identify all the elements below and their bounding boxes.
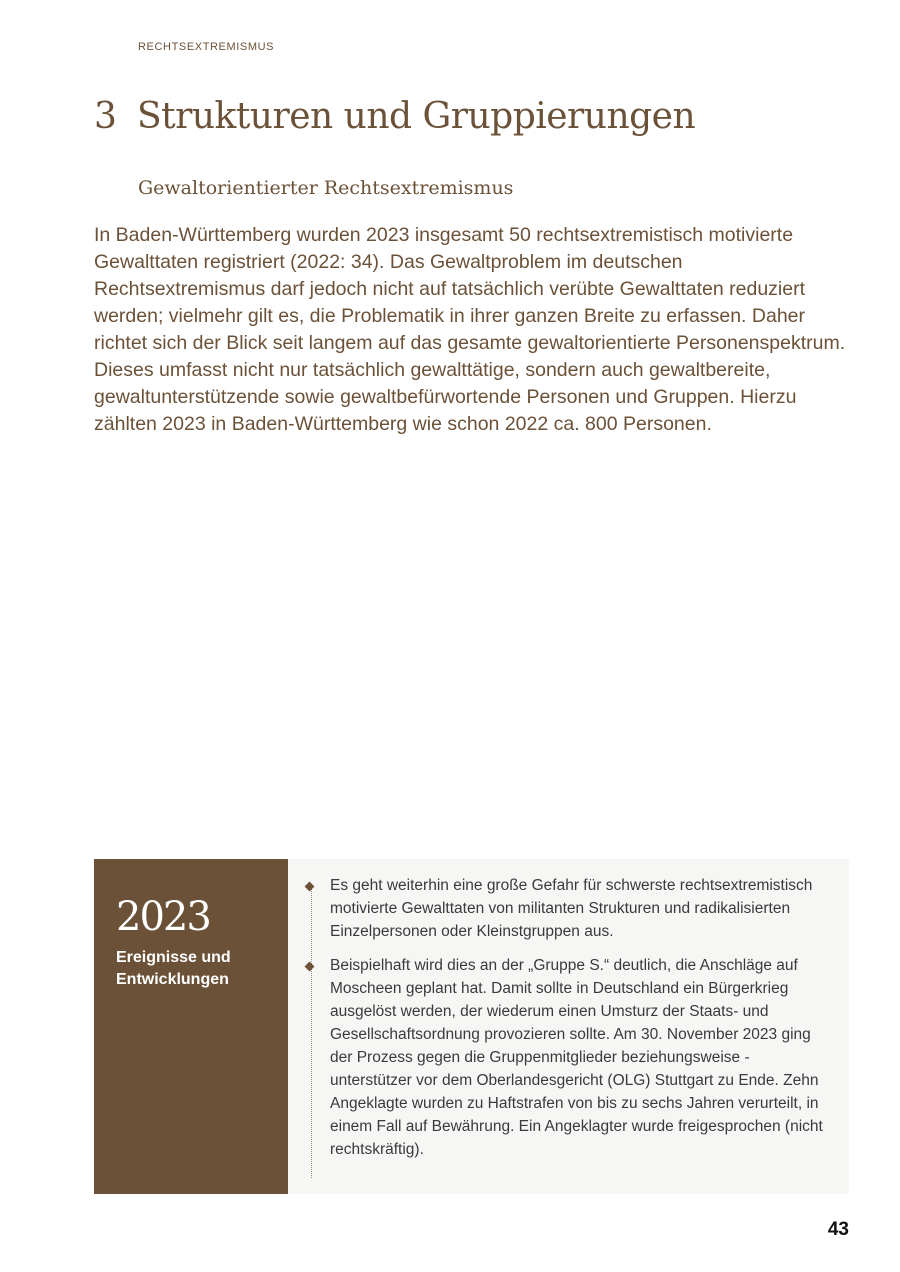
infobox-year: 2023 xyxy=(116,894,210,940)
chapter-title xyxy=(94,96,695,137)
bullet-list xyxy=(330,874,831,1161)
diamond-bullet-icon xyxy=(305,882,315,892)
diamond-bullet-icon xyxy=(305,962,315,972)
bullet-text: Beispielhaft wird dies an der „Gruppe S.“ deutlich, die Anschläge auf Moscheen geplant hat. Damit sollte in Deutschland ein Bürgerkrieg ausgelöst werden, der wiederum einen Umsturz der Staats- und Gesellschaftsordnung provozieren sollte. Am 30. November 2023 ging der Prozess gegen die Gruppenmitglieder beziehungsweise -unterstützer vor dem Oberlandesgericht (OLG) Stuttgart zu Ende. Zehn Angeklagte wurden zu Haftstrafen von bis zu sechs Jahren verurteilt, in einem Fall auf Bewährung. Ein Angeklagter wurde freigesprochen (nicht rechtskräftig). xyxy=(330,957,823,1158)
infobox-label xyxy=(116,947,278,991)
infobox-label-line2: Entwicklungen xyxy=(116,971,229,988)
infobox-content xyxy=(288,859,849,1194)
list-item xyxy=(330,874,831,943)
events-infobox xyxy=(94,859,849,1194)
chapter-title-text: Strukturen und Gruppierungen xyxy=(137,96,696,137)
page-number: 43 xyxy=(827,1219,849,1240)
bullet-text: Es geht weiterhin eine große Gefahr für schwerste rechtsextremistisch motivierte Gewalttaten von militanten Strukturen und radikalisierten Einzelpersonen oder Kleinstgruppen aus. xyxy=(330,877,813,940)
chapter-number: 3 xyxy=(94,96,117,137)
running-header: RECHTSEXTREMISMUS xyxy=(138,41,275,53)
dotted-divider xyxy=(311,889,312,1178)
body-paragraph: In Baden-Württemberg wurden 2023 insgesamt 50 rechtsextremistisch motivierte Gewalttaten registriert (2022: 34). Das Gewaltproblem im deutschen Rechtsextremismus darf jedoch nicht auf tatsächlich verübte Gewalttaten reduziert werden; vielmehr gilt es, die Problematik in ihrer ganzen Breite zu erfassen. Daher richtet sich der Blick seit langem auf das gesamte gewaltorientierte Personenspektrum. Dieses umfasst nicht nur tatsächlich gewalttätige, sondern auch gewaltbereite, gewaltunterstützende sowie gewaltbefürwortende Personen und Gruppen. Hierzu zählten 2023 in Baden-Württemberg wie schon 2022 ca. 800 Personen. xyxy=(94,224,846,435)
infobox-label-line1: Ereignisse und xyxy=(116,949,231,966)
list-item xyxy=(330,954,831,1161)
section-subheading: Gewaltorientierter Rechtsextremismus xyxy=(138,177,514,199)
infobox-sidebar xyxy=(94,859,288,1194)
